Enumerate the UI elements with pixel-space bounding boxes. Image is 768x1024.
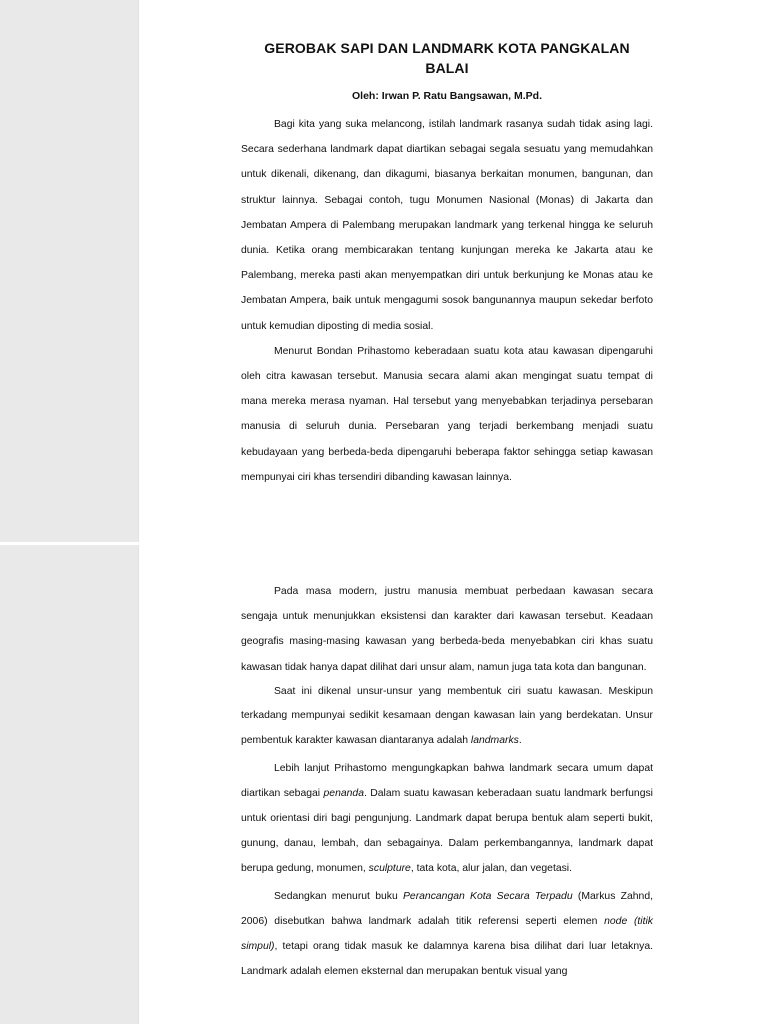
paragraph [241,884,653,985]
left-gutter-page-2 [0,545,139,1024]
emphasis-text: Perancangan Kota Secara Terpadu [402,890,573,902]
emphasis-text: node (titik simpul) [241,915,653,953]
document-page-1 [241,38,653,490]
paragraph-text: (Markus Zahnd, 2006) disebutkan bahwa landmark adalah titik referensi seperti elemen [241,890,653,927]
paragraph [241,756,653,882]
paragraph-text: Saat ini dikenal unsur-unsur yang membentuk ciri suatu kawasan. Meskipun terkadang mempunyai sedikit kesamaan dengan kawasan lain yang berdekatan. Unsur pembentuk karakter kawasan diantaranya adalah [241,685,653,746]
paragraph-text: Sedangkan menurut buku [274,890,403,902]
paragraph-text: . Dalam suatu kawasan keberadaan suatu landmark berfungsi untuk orientasi diri bagi pengunjung. Landmark dapat berupa bentuk alam seperti bukit, gunung, danau, lembah, dan sebagainya. Dalam perkembangannya, landmark dapat berupa gedung, monumen, [241,787,653,875]
paragraph: Menurut Bondan Prihastomo keberadaan suatu kota atau kawasan dipengaruhi oleh citra kawasan tersebut. Manusia secara alami akan mengingat suatu tempat di mana mereka merasa nyaman. Hal tersebut yang menyebabkan terjadinya persebaran manusia di seluruh dunia. Persebaran yang terjadi berkembang menjadi suatu kebudayaan yang berbeda-beda dipengaruhi beberapa faktor sehingga setiap kawasan mempunyai ciri khas tersendiri dibanding kawasan lainnya. [241,345,653,483]
paragraph [241,680,653,754]
document-title: GEROBAK SAPI DAN LANDMARK KOTA PANGKALAN BALAI [264,40,630,76]
paragraph-text: , tata kota, alur jalan, dan vegetasi. [410,863,573,875]
paragraph: Pada masa modern, justru manusia membuat perbedaan kawasan secara sengaja untuk menunjukkan eksistensi dan karakter dari kawasan tersebut. Keadaan geografis masing-masing kawasan yang berbeda-beda menyebabkan ciri khas suatu kawasan tidak hanya dapat dilihat dari unsur alam, namun juga tata kota dan bangunan. [241,586,653,673]
paragraph: Bagi kita yang suka melancong, istilah landmark rasanya sudah tidak asing lagi. Secara sederhana landmark dapat diartikan sebagai segala sesuatu yang memudahkan untuk dikenali, dikenang, dan dikagumi, biasanya berkaitan monumen, bangunan, dan struktur lainnya. Sebagai contoh, tugu Monumen Nasional (Monas) di Jakarta dan Jembatan Ampera di Palembang merupakan landmark yang terkenal hingga ke seluruh dunia. Ketika orang membicarakan tentang kunjungan mereka ke Jakarta atau ke Palembang, mereka pasti akan menyempatkan diri untuk berkunjung ke Monas atau ke Jembatan Ampera, baik untuk mengagumi sosok bangunannya maupun sekedar berfoto untuk kemudian diposting di media sosial. [241,119,653,332]
emphasis-text: penanda [323,787,364,799]
emphasis-text: landmarks [470,735,519,746]
left-gutter-page-1 [0,0,139,542]
paragraph-text: Lebih lanjut Prihastomo mengungkapkan bahwa landmark secara umum dapat diartikan sebagai [241,762,653,799]
paragraph-text: . [518,735,522,746]
paragraph-text: , tetapi orang tidak masuk ke dalamnya karena bisa dilihat dari luar letaknya. Landmark adalah elemen eksternal dan merupakan bentuk visual yang [241,941,653,978]
emphasis-text: sculpture [368,863,411,875]
document-page-2 [241,579,653,984]
document-author: Oleh: Irwan P. Ratu Bangsawan, M.Pd. [351,90,542,102]
